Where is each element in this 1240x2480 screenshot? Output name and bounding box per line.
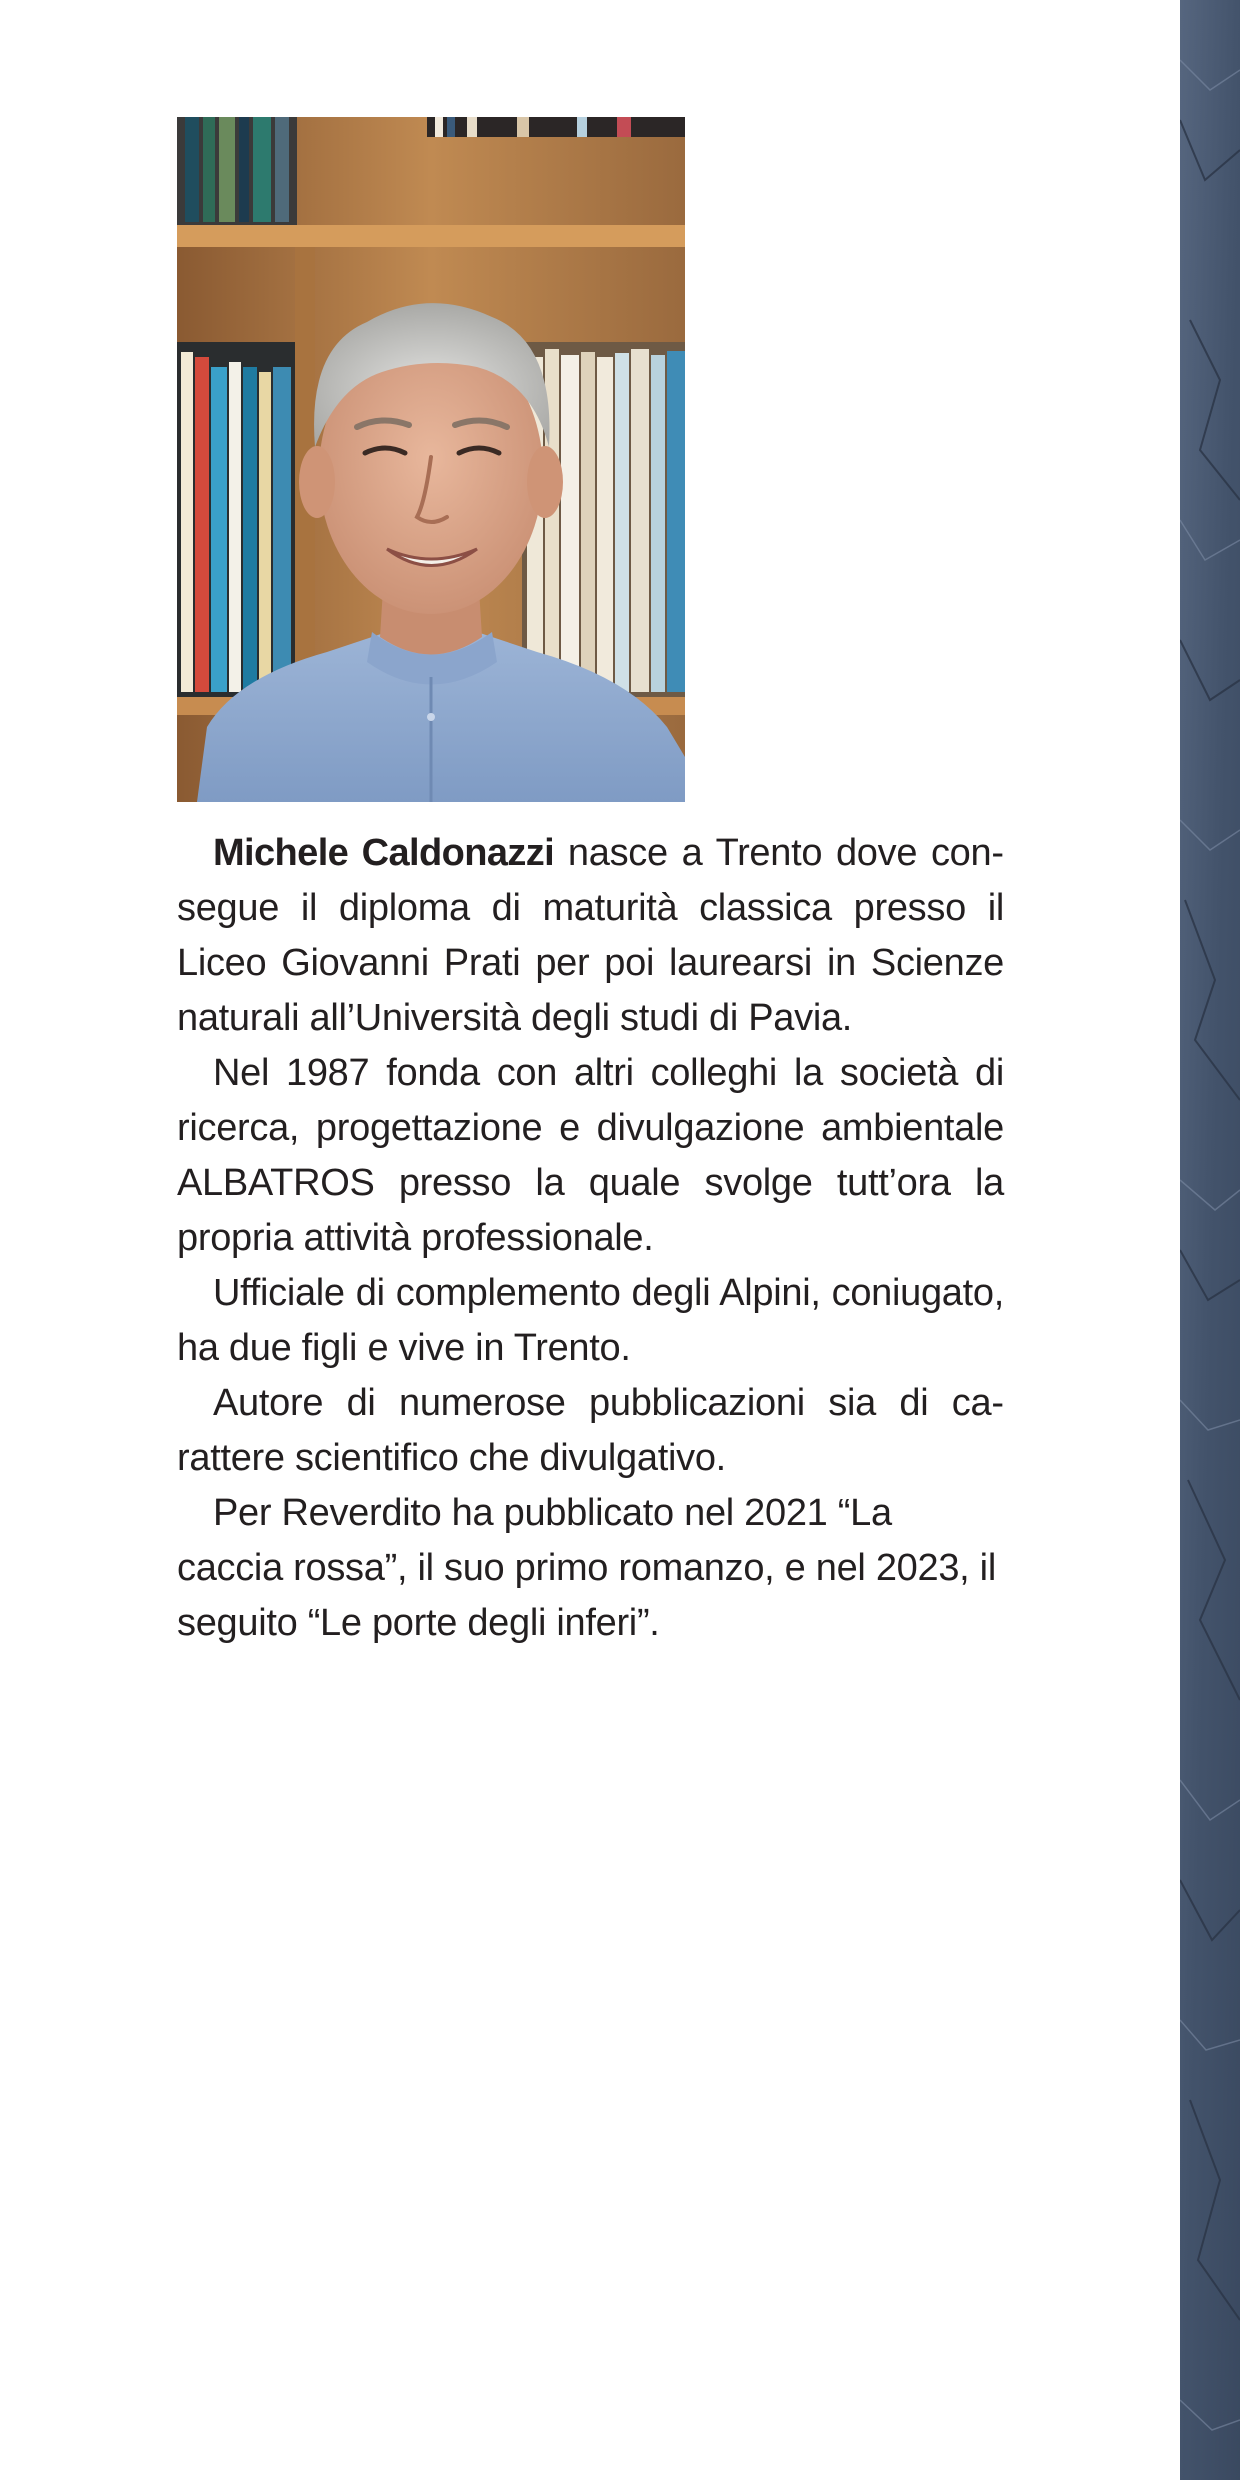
author-biography [177, 826, 1004, 1651]
bio-paragraph-1 [177, 826, 1004, 1046]
bio-paragraph-5: Per Reverdito ha pubblicato nel 2021 “La caccia rossa”, il suo primo romanzo, e nel 2023, il seguito “Le porte degli inferi”. [177, 1492, 996, 1644]
bio-paragraph-3: Ufficiale di complemento degli Alpini, coniugato, ha due figli e vive in Trento. [177, 1272, 1004, 1369]
bio-paragraph-1-text: nasce a Trento dove consegue il diploma di maturità classica presso il Liceo Giovanni Prati per poi laurearsi in Scienze naturali all’Università degli studi di Pavia. [177, 832, 1004, 1039]
bio-paragraph-2: Nel 1987 fonda con altri colleghi la società di ricerca, progettazione e divulgazione ambientale ALBATROS presso la quale svolge tutt’ora la propria attività professionale. [177, 1052, 1004, 1259]
bio-paragraph-4: Autore di numerose pubblicazioni sia di carattere scientifico che divulgativo. [177, 1382, 1004, 1479]
cover-spine-stone-texture [1180, 0, 1240, 2480]
author-photo [177, 117, 685, 802]
author-name: Michele Caldonazzi [213, 832, 555, 874]
author-portrait-icon [177, 117, 685, 802]
